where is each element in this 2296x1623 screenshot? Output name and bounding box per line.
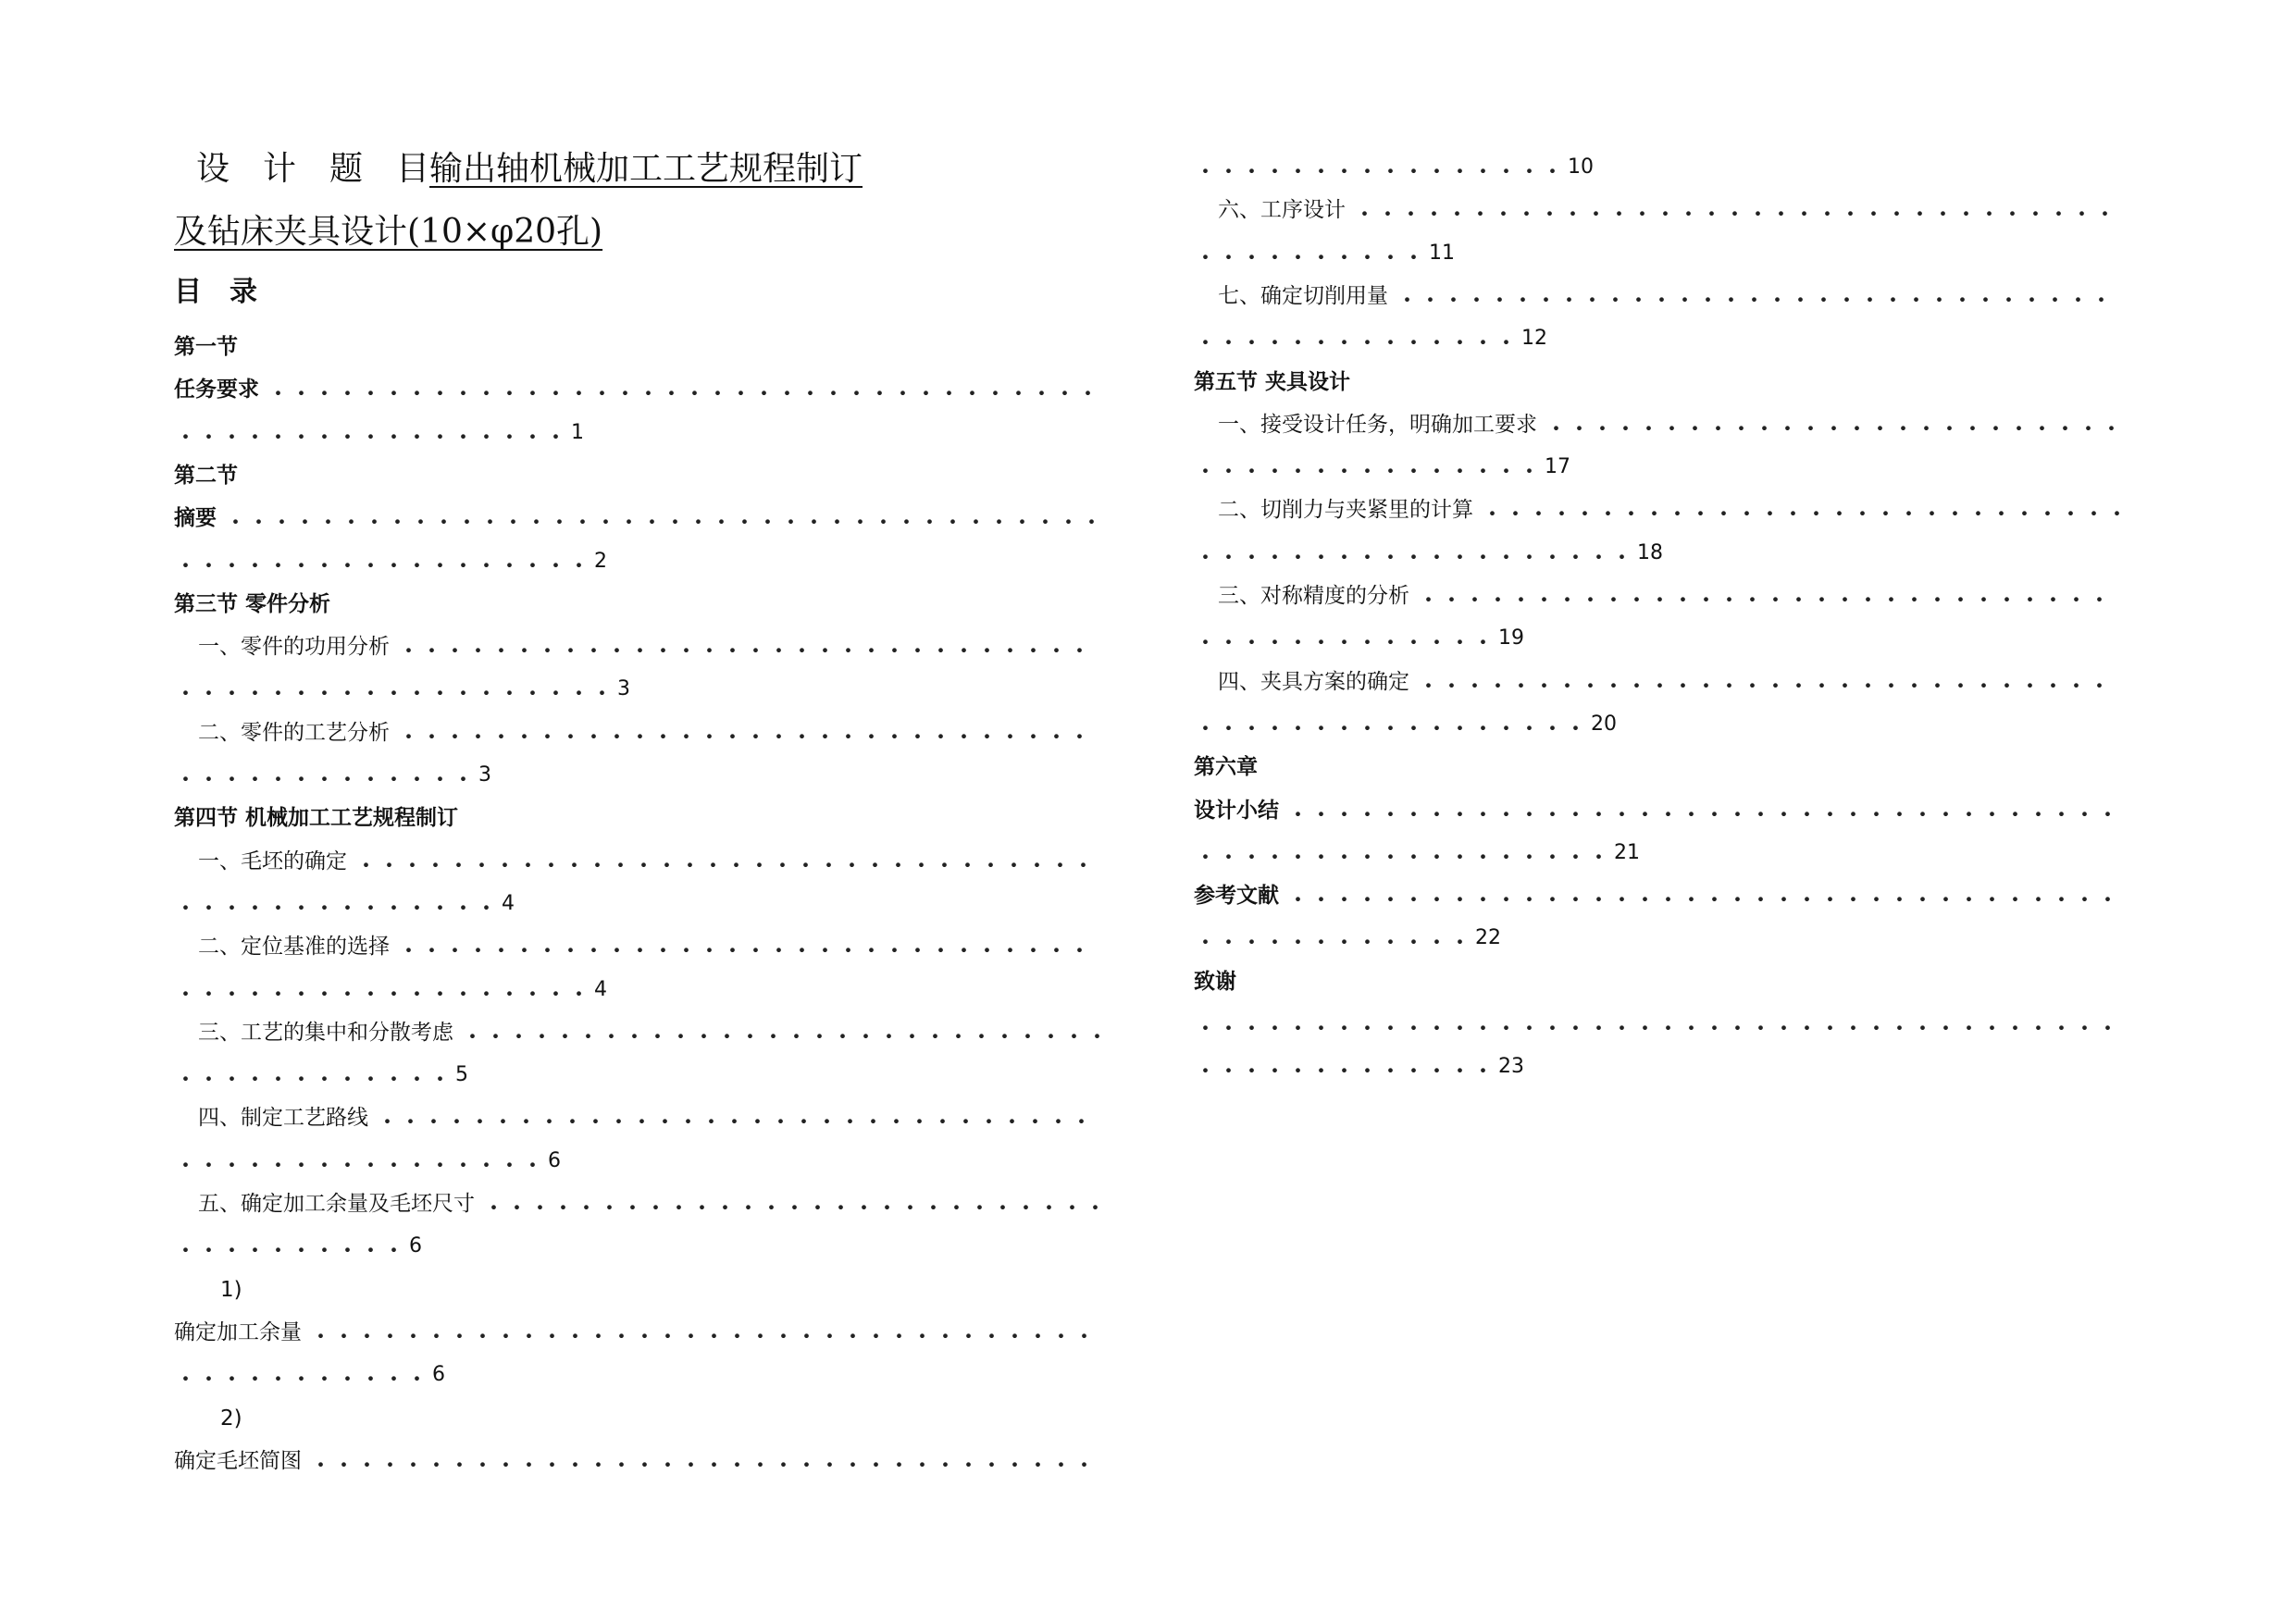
toc-entry-label: 一、接受设计任务，明确加工要求 [1218, 412, 1537, 437]
toc-entry [174, 1440, 1111, 1482]
toc-entry-label: 第五节 夹具设计 [1194, 369, 1351, 394]
leader-dots [174, 412, 567, 454]
toc-page-number: 4 [594, 977, 607, 1001]
toc-page-number: 19 [1498, 626, 1524, 650]
toc-page-line [1194, 446, 2130, 489]
toc-entry [1194, 275, 2130, 317]
toc-page-line [1194, 617, 2130, 660]
leader-dots [224, 497, 1099, 539]
toc-page-line [174, 754, 1111, 797]
leader-dots [1417, 661, 2119, 703]
toc-page-number: 6 [548, 1148, 561, 1172]
leader-dots [1481, 489, 2119, 531]
toc-page-number: 21 [1614, 840, 1640, 864]
leader-dots [1194, 446, 1541, 489]
toc-page-number: 3 [478, 763, 491, 787]
toc-page-line [174, 1354, 1111, 1396]
toc-page-number: 4 [502, 891, 515, 915]
toc-page-number: 6 [409, 1234, 422, 1258]
toc-page-line [174, 1140, 1111, 1183]
toc-page-line [174, 412, 1111, 454]
leader-dots [397, 712, 1099, 754]
toc-entry [1194, 960, 2130, 1003]
toc-page-line [1194, 832, 2130, 874]
toc-entry-label: 设计小结 [1194, 798, 1279, 823]
toc-entry [1194, 874, 2130, 917]
toc-page-line [174, 668, 1111, 711]
leader-dots [1417, 575, 2119, 617]
toc-page-number: 10 [1568, 155, 1594, 179]
toc-entry-label: 一、毛坯的确定 [198, 849, 347, 873]
toc-entry [174, 840, 1111, 883]
toc-entry [174, 368, 1111, 411]
leader-dots [267, 368, 1099, 411]
toc-entry [1194, 746, 2130, 788]
toc-entry-label: 致谢 [1194, 969, 1236, 994]
title-prefix: 设 计 题 目 [196, 150, 430, 188]
toc-entry-label: 1) [220, 1277, 242, 1302]
leader-dots [1194, 703, 1587, 746]
thesis-title-line-1 [174, 148, 863, 191]
leader-dots [1194, 917, 1471, 960]
toc-entry-label: 第六章 [1194, 755, 1258, 780]
thesis-title-line-2 [174, 211, 602, 254]
toc-entry [1194, 661, 2130, 703]
toc-entry [1194, 361, 2130, 403]
toc-page-line [1194, 232, 2130, 275]
toc-page-number: 11 [1429, 241, 1455, 265]
toc-entry [1194, 1003, 2130, 1046]
leader-dots [174, 1354, 428, 1396]
toc-entry [174, 583, 1111, 626]
leader-dots [174, 668, 614, 711]
leader-dots [482, 1183, 1099, 1225]
toc-page-line [1194, 317, 2130, 360]
leader-dots [174, 540, 590, 583]
toc-heading: 目 录 [174, 276, 257, 308]
toc-page-line [1194, 703, 2130, 746]
toc-entry-label: 确定加工余量 [174, 1319, 302, 1344]
leader-dots [1286, 874, 2119, 917]
toc-entry-label: 二、零件的工艺分析 [198, 720, 390, 745]
leader-dots [1286, 789, 2119, 832]
toc-entry [174, 1397, 1111, 1440]
leader-dots [1545, 403, 2119, 446]
leader-dots [397, 925, 1099, 968]
toc-entry-label: 三、对称精度的分析 [1218, 584, 1409, 608]
toc-page-number: 2 [594, 549, 607, 573]
leader-dots [1194, 317, 1518, 360]
toc-page-number: 5 [455, 1063, 468, 1087]
toc-page-number: 3 [617, 677, 630, 701]
leader-dots [1194, 1003, 2119, 1046]
leader-dots [174, 1225, 405, 1268]
toc-entry-label: 确定毛坯简图 [174, 1448, 302, 1473]
toc-page-line [1194, 532, 2130, 575]
toc-page-line [174, 883, 1111, 925]
toc-page-number: 18 [1637, 540, 1663, 564]
toc-page-number: 22 [1475, 926, 1501, 950]
toc-page-number: 1 [571, 420, 584, 444]
toc-entry-label: 三、工艺的集中和分散考虑 [198, 1020, 453, 1045]
toc-entry [174, 712, 1111, 754]
toc-page-line [174, 1225, 1111, 1268]
toc-entry-label: 2) [220, 1406, 242, 1431]
toc-entry [174, 497, 1111, 539]
toc-page-line [1194, 1046, 2130, 1088]
leader-dots [174, 969, 590, 1011]
toc-entry-label: 第三节 零件分析 [174, 591, 331, 616]
leader-dots [309, 1311, 1099, 1354]
toc-entry [174, 1096, 1111, 1139]
toc-entry-label: 参考文献 [1194, 884, 1279, 909]
toc-entry-label: 第四节 机械加工工艺规程制订 [174, 806, 459, 831]
title-text-1: 输出轴机械加工工艺规程制订 [429, 150, 863, 188]
toc-entry [174, 797, 1111, 839]
toc-entry-label: 任务要求 [174, 378, 259, 403]
leader-dots [397, 626, 1099, 668]
toc-page-line [174, 540, 1111, 583]
toc-entry-label: 第二节 [174, 463, 238, 488]
toc-entry-label: 二、定位基准的选择 [198, 935, 390, 960]
toc-entry [1194, 403, 2130, 446]
toc-entry-label: 二、切削力与夹紧里的计算 [1218, 498, 1473, 523]
toc-entry [174, 454, 1111, 497]
leader-dots [174, 754, 475, 797]
leader-dots [1396, 275, 2119, 317]
toc-page-line [174, 969, 1111, 1011]
toc-entry-label: 五、确定加工余量及毛坯尺寸 [198, 1192, 475, 1216]
toc-page-number: 20 [1591, 712, 1617, 736]
toc-entry-label: 四、夹具方案的确定 [1218, 669, 1409, 694]
toc-entry [174, 326, 1111, 368]
toc-entry-label: 四、制定工艺路线 [198, 1106, 368, 1131]
leader-dots [174, 1054, 452, 1096]
toc-entry [1194, 489, 2130, 531]
leader-dots [1194, 232, 1425, 275]
toc-entry-label: 第一节 [174, 335, 238, 359]
toc-entry-label: 七、确定切削用量 [1218, 283, 1388, 308]
leader-dots [1353, 189, 2119, 231]
toc-entry [1194, 189, 2130, 231]
toc-page-number: 6 [432, 1363, 445, 1387]
toc-entry [174, 1183, 1111, 1225]
toc-page-number: 17 [1545, 455, 1570, 479]
leader-dots [1194, 532, 1633, 575]
toc-page-line [1194, 917, 2130, 960]
leader-dots [174, 883, 498, 925]
toc-entry [174, 1311, 1111, 1354]
leader-dots [461, 1011, 1099, 1054]
toc-entry-label: 六、工序设计 [1218, 198, 1346, 223]
leader-dots [1194, 1046, 1495, 1088]
toc-entry [174, 1011, 1111, 1054]
toc-page-line [1194, 146, 2130, 189]
toc-entry [174, 1269, 1111, 1311]
leader-dots [309, 1440, 1099, 1482]
toc-entry-label: 一、零件的功用分析 [198, 635, 390, 660]
toc-entry-label: 摘要 [174, 506, 217, 531]
toc-entry [174, 925, 1111, 968]
leader-dots [1194, 832, 1610, 874]
toc-page-number: 12 [1521, 327, 1547, 351]
toc-entry [1194, 789, 2130, 832]
toc-entry [174, 626, 1111, 668]
leader-dots [1194, 617, 1495, 660]
leader-dots [1194, 146, 1564, 189]
leader-dots [354, 840, 1099, 883]
leader-dots [376, 1096, 1099, 1139]
title-text-2: 及钻床夹具设计(10×φ20孔) [174, 213, 603, 251]
toc-page-line [174, 1054, 1111, 1096]
leader-dots [174, 1140, 544, 1183]
toc-page-number: 23 [1498, 1055, 1524, 1079]
toc-entry [1194, 575, 2130, 617]
